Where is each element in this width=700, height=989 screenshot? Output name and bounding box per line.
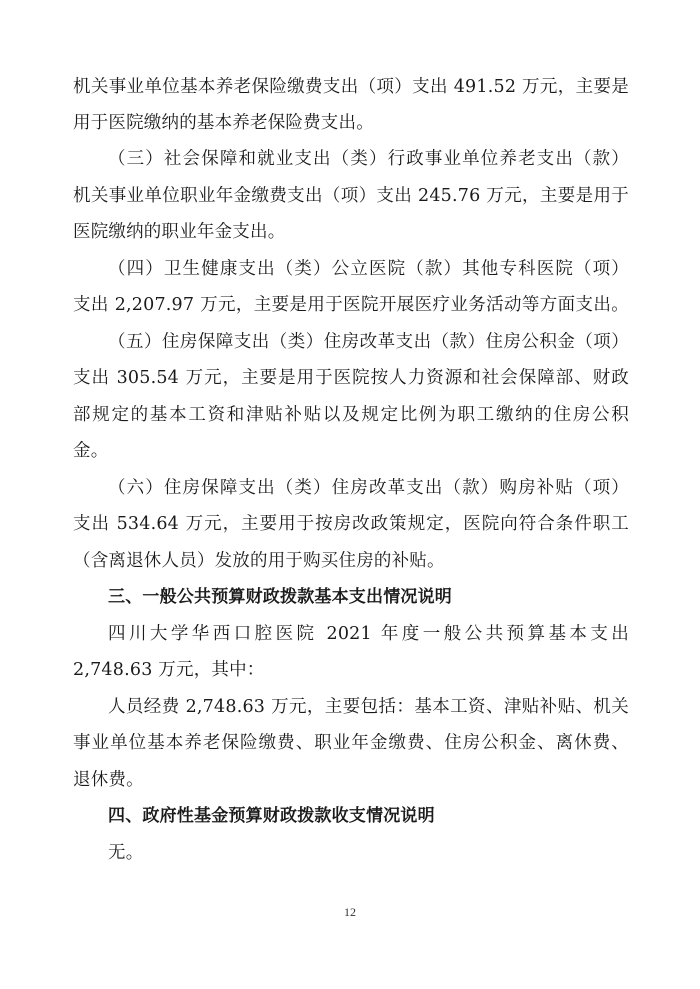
paragraph-line: （三）社会保障和就业支出（类）行政事业单位养老支出（款） [108, 149, 629, 169]
paragraph-line: 2,748.63 万元，其中： [73, 660, 265, 680]
paragraph-line: 四川大学华西口腔医院 2021 年度一般公共预算基本支出 [108, 624, 629, 644]
paragraph-line: 机关事业单位基本养老保险缴费支出（项）支出 491.52 万元，主要是 [73, 77, 629, 97]
paragraph-line: （四）卫生健康支出（类）公立医院（款）其他专科医院（项） [108, 259, 629, 279]
paragraph-line: 退休费。 [73, 770, 144, 790]
paragraph-line: 支出 305.54 万元，主要是用于医院按人力资源和社会保障部、财政 [73, 368, 629, 388]
section-heading: 三、一般公共预算财政拨款基本支出情况说明 [108, 587, 452, 607]
paragraph-line: 人员经费 2,748.63 万元，主要包括：基本工资、津贴补贴、机关 [108, 697, 629, 717]
paragraph-line: （六）住房保障支出（类）住房改革支出（款）购房补贴（项） [108, 478, 629, 498]
paragraph-line: 机关事业单位职业年金缴费支出（项）支出 245.76 万元，主要是用于 [73, 186, 629, 206]
paragraph-line: 医院缴纳的职业年金支出。 [73, 222, 286, 242]
paragraph-line: （含离退休人员）发放的用于购买住房的补贴。 [73, 551, 445, 571]
paragraph-line: 金。 [73, 441, 109, 461]
paragraph-line: 支出 2,207.97 万元，主要是用于医院开展医疗业务活动等方面支出。 [73, 295, 629, 315]
paragraph-line: 事业单位基本养老保险缴费、职业年金缴费、住房公积金、离休费、 [73, 733, 629, 753]
paragraph-line: 无。 [108, 843, 144, 863]
paragraph-line: 用于医院缴纳的基本养老保险费支出。 [73, 113, 374, 133]
paragraph-line: 支出 534.64 万元，主要用于按房改政策规定，医院向符合条件职工 [73, 514, 629, 534]
paragraph-line: 部规定的基本工资和津贴补贴以及规定比例为职工缴纳的住房公积 [73, 405, 629, 425]
section-heading: 四、政府性基金预算财政拨款收支情况说明 [108, 806, 435, 826]
page-number: 12 [344, 905, 356, 919]
paragraph-line: （五）住房保障支出（类）住房改革支出（款）住房公积金（项） [108, 332, 629, 352]
